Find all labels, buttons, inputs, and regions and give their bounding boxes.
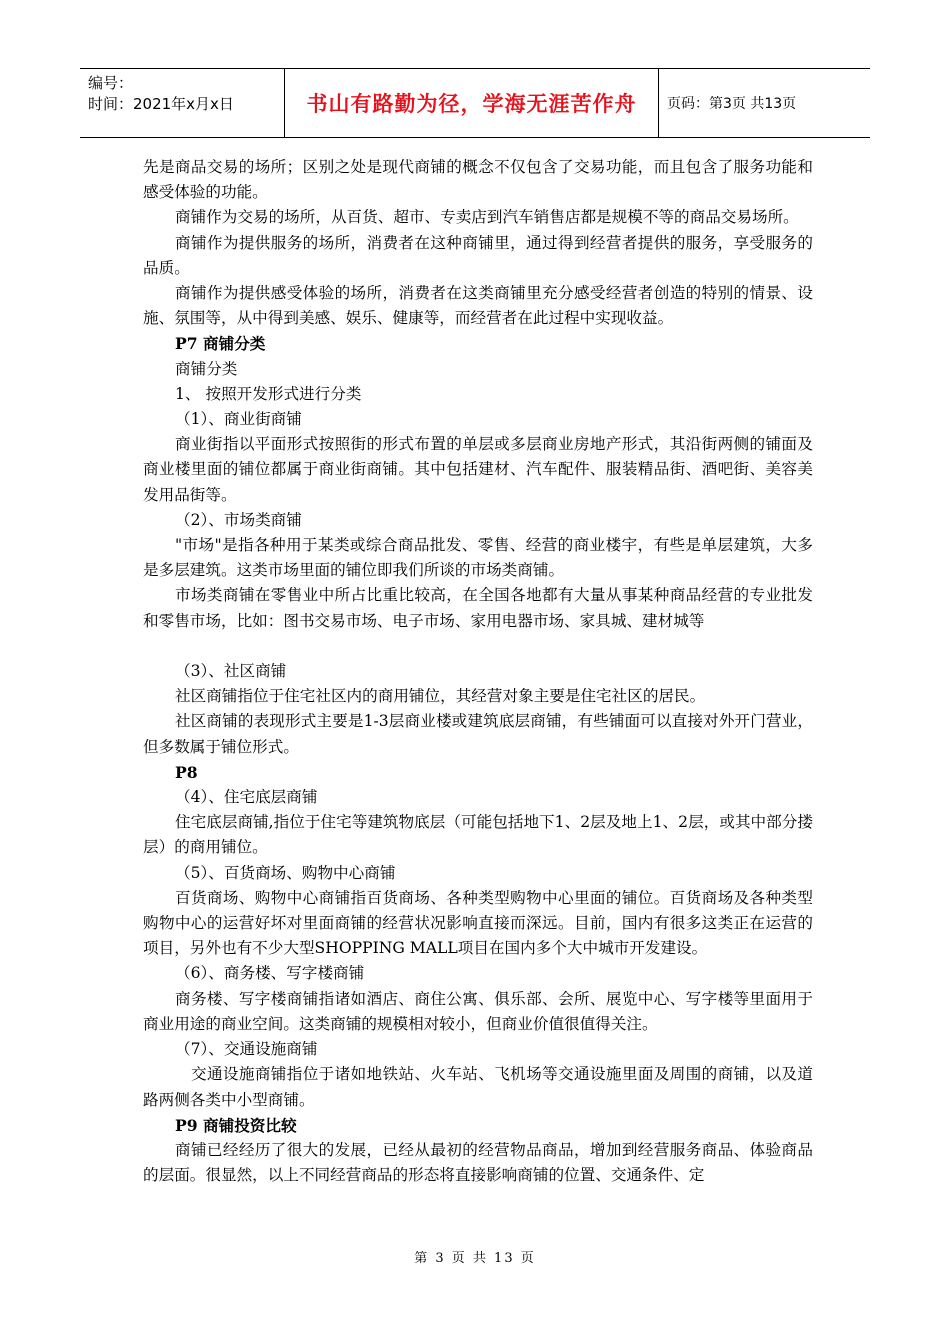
header-page-info: 页码：第3页 共13页 [667, 96, 797, 112]
document-body [143, 155, 813, 1188]
paragraph: 商铺作为提供服务的场所，消费者在这种商铺里，通过得到经营者提供的服务，享受服务的品质。 [143, 233, 813, 277]
subheading: （5）、百货商场、购物中心商铺 [175, 863, 396, 882]
subheading: （4）、住宅底层商铺 [175, 788, 318, 807]
section-heading: P7 商铺分类 [175, 334, 266, 354]
paragraph: 商务楼、写字楼商铺指诸如酒店、商住公寓、俱乐部、会所、展览中心、写字楼等里面用于商业用途的商业空间。这类商铺的规模相对较小，但商业价值很值得关注。 [143, 989, 813, 1033]
document-time-label: 时间：2021年x月x日 [88, 95, 234, 113]
subheading: （7）、交通设施商铺 [175, 1040, 318, 1059]
paragraph: 商铺作为交易的场所，从百货、超市、专卖店到汽车销售店都是规模不等的商品交易场所。 [175, 208, 799, 227]
paragraph: 商铺分类 [175, 359, 238, 378]
document-number-label: 编号： [88, 74, 134, 92]
paragraph: 商业街指以平面形式按照街的形式布置的单层或多层商业房地产形式，其沿街两侧的铺面及商业楼里面的铺位都属于商业街商铺。其中包括建材、汽车配件、服装精品街、酒吧街、美容美发用品街等。 [143, 435, 813, 504]
page-header [80, 68, 870, 138]
header-meta [80, 69, 285, 137]
section-heading: P8 [175, 762, 198, 782]
blank-line [143, 634, 813, 659]
page-footer: 第 3 页 共 13 页 [414, 1251, 536, 1266]
paragraph: 住宅底层商铺,指位于住宅等建筑物底层（可能包括地下1、2层及地上1、2层，或其中部分搂层）的商用铺位。 [143, 813, 813, 857]
section-heading: P9 商铺投资比较 [175, 1115, 297, 1135]
paragraph: 市场类商铺在零售业中所占比重比较高，在全国各地都有大量从事某种商品经营的专业批发和零售市场，比如：图书交易市场、电子市场、家用电器市场、家具城、建材城等 [143, 586, 813, 630]
subheading: （1）、商业街商铺 [175, 410, 302, 429]
header-motto: 书山有路勤为径，学海无涯苦作舟 [285, 69, 659, 137]
subheading: （2）、市场类商铺 [175, 510, 302, 529]
subheading: （6）、商务楼、写字楼商铺 [175, 964, 365, 983]
paragraph: 社区商铺指位于住宅社区内的商用铺位，其经营对象主要是住宅社区的居民。 [175, 687, 706, 706]
paragraph: 社区商铺的表现形式主要是1-3层商业楼或建筑底层商铺，有些铺面可以直接对外开门营业，但多数属于铺位形式。 [143, 712, 813, 756]
paragraph: 商铺作为提供感受体验的场所，消费者在这类商铺里充分感受经营者创造的特别的情景、设施、氛围等，从中得到美感、娱乐、健康等，而经营者在此过程中实现收益。 [143, 284, 813, 328]
paragraph: 百货商场、购物中心商铺指百货商场、各种类型购物中心里面的铺位。百货商场及各种类型购物中心的运营好坏对里面商铺的经营状况影响直接而深远。目前，国内有很多这类正在运营的项目，另外也有不少大型SHOPPING MALL项目在国内多个大中城市开发建设。 [143, 888, 813, 958]
paragraph: 先是商品交易的场所；区别之处是现代商铺的概念不仅包含了交易功能，而且包含了服务功能和感受体验的功能。 [143, 158, 813, 202]
list-heading: 1、 按照开发形式进行分类 [175, 384, 362, 403]
paragraph: 商铺已经经历了很大的发展，已经从最初的经营物品商品，增加到经营服务商品、体验商品的层面。很显然，以上不同经营商品的形态将直接影响商铺的位置、交通条件、定 [143, 1140, 813, 1185]
subheading: （3）、社区商铺 [175, 662, 287, 681]
paragraph: "市场"是指各种用于某类或综合商品批发、零售、经营的商业楼宇，有些是单层建筑，大多是多层建筑。这类市场里面的铺位即我们所谈的市场类商铺。 [143, 536, 813, 580]
paragraph: 交通设施商铺指位于诸如地铁站、火车站、飞机场等交通设施里面及周围的商铺，以及道路两侧各类中小型商铺。 [143, 1065, 813, 1109]
